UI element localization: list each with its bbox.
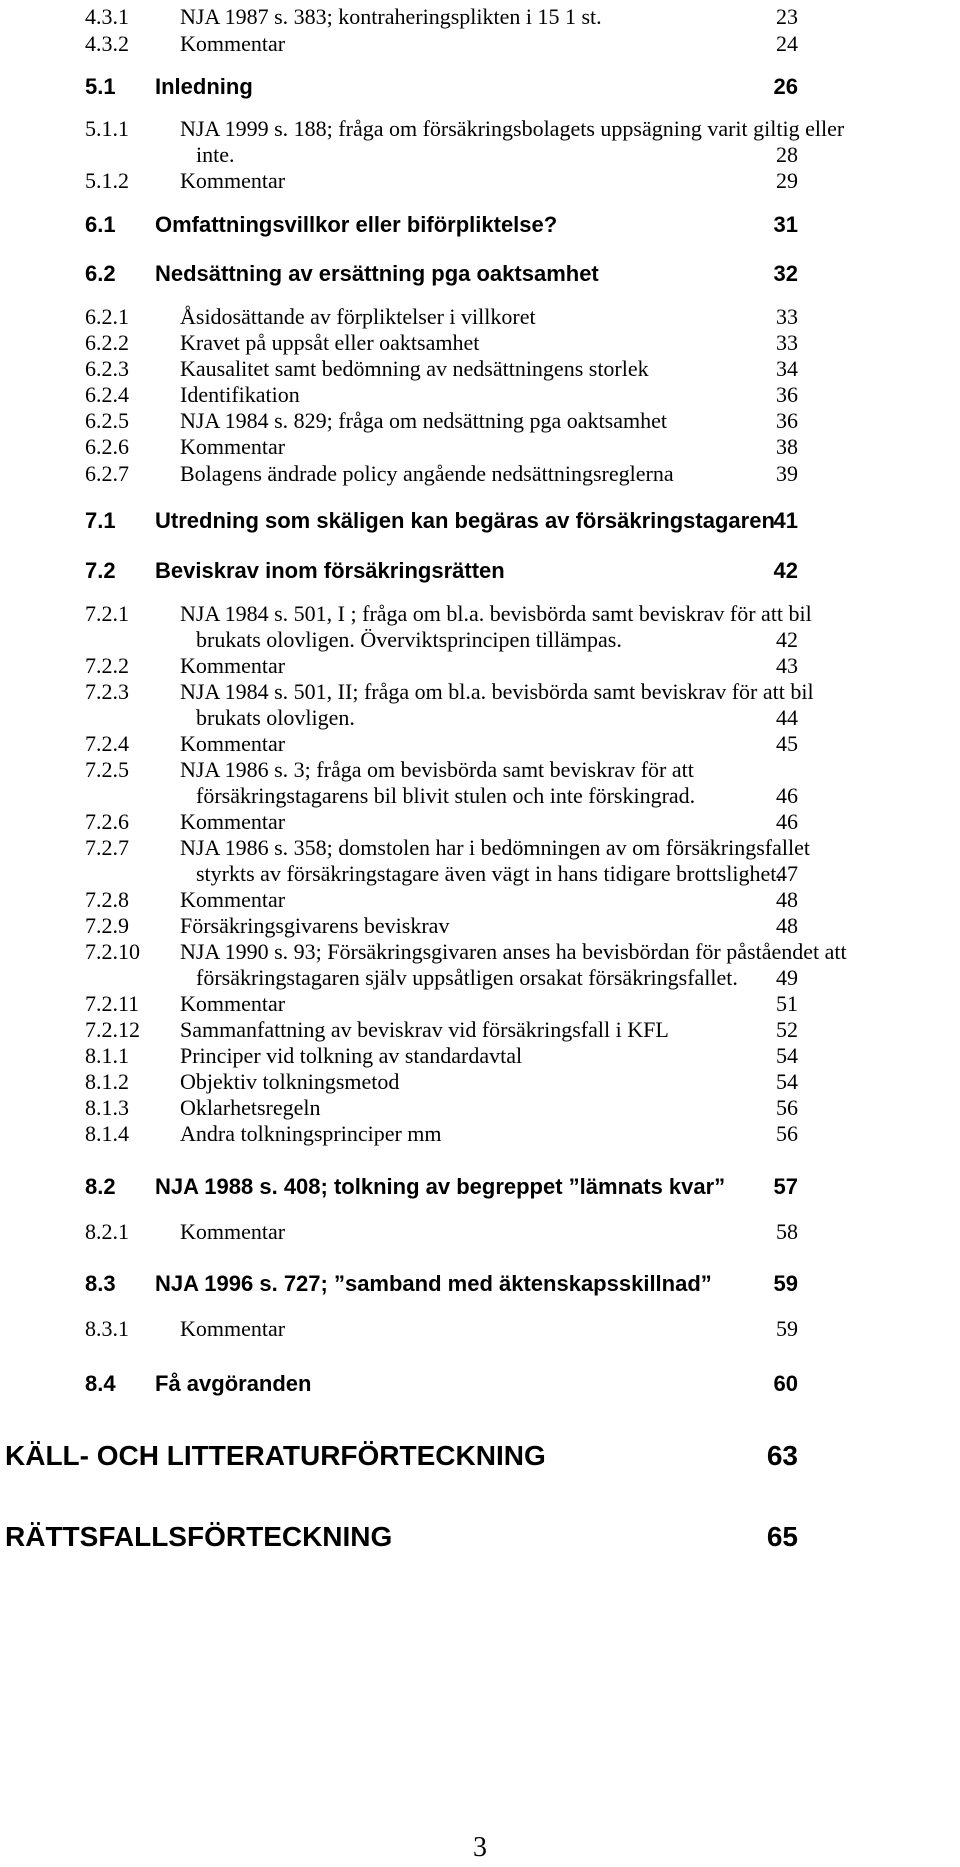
toc-entry-title: brukats olovligen.: [196, 705, 355, 730]
toc-entry-page: 46: [776, 809, 798, 834]
toc-entry-title: Identifikation: [180, 382, 300, 407]
toc-entry-page: 38: [776, 434, 798, 459]
toc-entry-number: 8.1.2: [85, 1069, 129, 1094]
toc-entry-page: 58: [776, 1219, 798, 1244]
toc-entry-page: 34: [776, 356, 798, 381]
toc-entry-number: 6.2.2: [85, 330, 129, 355]
toc-entry-title: inte.: [196, 142, 235, 167]
toc-entry-title: NJA 1986 s. 358; domstolen har i bedömningen av om försäkringsfallet: [180, 835, 810, 860]
toc-entry-page: 46: [776, 783, 798, 808]
toc-entry-number: 6.2.5: [85, 408, 129, 433]
toc-entry-page: 33: [776, 304, 798, 329]
toc-entry-title: Bolagens ändrade policy angående nedsättningsreglerna: [180, 461, 674, 486]
toc-entry-page: 41: [773, 508, 798, 533]
toc-entry-title: Få avgöranden: [155, 1371, 312, 1396]
toc-entry-title: Kommentar: [180, 809, 286, 834]
toc-entry-page: 60: [773, 1371, 798, 1396]
toc-entry-page: 65: [766, 1521, 798, 1552]
toc-entry-page: 33: [776, 330, 798, 355]
toc-entry-title: Andra tolkningsprinciper mm: [180, 1121, 442, 1146]
toc-entry-number: 4.3.1: [85, 4, 129, 29]
toc-entry-page: 57: [773, 1174, 798, 1199]
toc-entry-title: Kravet på uppsåt eller oaktsamhet: [180, 330, 480, 355]
page-number: 3: [473, 1832, 487, 1863]
toc-entry-page: 39: [776, 461, 798, 486]
toc-entry-title: NJA 1990 s. 93; Försäkringsgivaren anses ha bevisbördan för påståendet att: [180, 939, 847, 964]
toc-entry-page: 28: [776, 142, 798, 167]
toc-entry-title: Kommentar: [180, 1316, 286, 1341]
toc-entry-title: NJA 1988 s. 408; tolkning av begreppet ”lämnats kvar”: [155, 1174, 726, 1199]
toc-entry-page: 43: [776, 653, 798, 678]
toc-entry-title: brukats olovligen. Överviktsprincipen tillämpas.: [196, 627, 622, 652]
toc-entry-number: 7.2.11: [85, 991, 140, 1016]
toc-entry-number: 7.2.2: [85, 653, 129, 678]
toc-entry-number: 7.2.9: [85, 913, 129, 938]
toc-entry-page: 52: [776, 1017, 798, 1042]
toc-entry-number: 8.1.3: [85, 1095, 129, 1120]
toc-entry-page: 54: [776, 1043, 798, 1068]
toc-entry-number: 6.2.7: [85, 461, 129, 486]
toc-entry-title: Kausalitet samt bedömning av nedsättningens storlek: [180, 356, 649, 381]
toc-entry-title: Åsidosättande av förpliktelser i villkoret: [180, 304, 536, 329]
toc-entry-number: 6.2: [85, 261, 116, 286]
toc-entry-title: Kommentar: [180, 434, 286, 459]
toc-entry-title: styrkts av försäkringstagare även vägt in hans tidigare brottslighet.: [196, 861, 782, 886]
toc-entry-page: 42: [776, 627, 798, 652]
toc-entry-page: 31: [773, 212, 798, 237]
toc-entry-page: 54: [776, 1069, 798, 1094]
toc-entry-title: Principer vid tolkning av standardavtal: [180, 1043, 523, 1068]
toc-entry-page: 45: [776, 731, 798, 756]
toc-entry-title: Sammanfattning av beviskrav vid försäkringsfall i KFL: [180, 1017, 669, 1042]
toc-entry-number: 7.2.8: [85, 887, 129, 912]
toc-entry-title: Objektiv tolkningsmetod: [180, 1069, 400, 1094]
toc-entry-title: RÄTTSFALLSFÖRTECKNING: [5, 1521, 393, 1552]
toc-entry-page: 24: [776, 31, 798, 56]
toc-entry-title: Kommentar: [180, 653, 286, 678]
toc-entry-number: 6.2.4: [85, 382, 129, 407]
toc-entry-title: NJA 1999 s. 188; fråga om försäkringsbolagets uppsägning varit giltig eller: [180, 116, 845, 141]
toc-entry-number: 4.3.2: [85, 31, 129, 56]
toc-entry-number: 7.2.5: [85, 757, 129, 782]
toc-entry-title: Kommentar: [180, 168, 286, 193]
toc-entry-page: 48: [776, 913, 798, 938]
toc-entry-title: försäkringstagaren själv uppsåtligen orsakat försäkringsfallet.: [196, 965, 738, 990]
toc-entry-page: 59: [773, 1271, 798, 1296]
toc-entry-number: 8.4: [85, 1371, 116, 1396]
toc-entry-number: 8.2.1: [85, 1219, 129, 1244]
toc-entry-page: 42: [773, 558, 798, 583]
toc-entry-number: 7.2.12: [85, 1017, 140, 1042]
toc-entry-page: 56: [776, 1121, 798, 1146]
toc-entry-title: NJA 1986 s. 3; fråga om bevisbörda samt beviskrav för att: [180, 757, 694, 782]
toc-entry-title: KÄLL- OCH LITTERATURFÖRTECKNING: [5, 1440, 546, 1471]
toc-entry-number: 7.2.10: [85, 939, 140, 964]
toc-entry-number: 6.1: [85, 212, 116, 237]
toc-entry-title: NJA 1984 s. 501, I ; fråga om bl.a. bevisbörda samt beviskrav för att bil: [180, 601, 812, 626]
toc-entry-page: 49: [776, 965, 798, 990]
toc-entry-number: 7.2: [85, 558, 116, 583]
toc-entry-number: 8.2: [85, 1174, 116, 1199]
toc-entry-number: 5.1: [85, 74, 116, 99]
toc-entry-title: Omfattningsvillkor eller biförpliktelse?: [155, 212, 558, 237]
toc-entry-title: NJA 1984 s. 501, II; fråga om bl.a. bevisbörda samt beviskrav för att bil: [180, 679, 814, 704]
toc-entry-number: 6.2.1: [85, 304, 129, 329]
toc-entry-page: 36: [776, 382, 798, 407]
toc-entry-title: NJA 1987 s. 383; kontraheringsplikten i 15 1 st.: [180, 4, 602, 29]
toc-entry-title: Kommentar: [180, 991, 286, 1016]
toc-entry-title: NJA 1984 s. 829; fråga om nedsättning pga oaktsamhet: [180, 408, 667, 433]
toc-entry-page: 26: [773, 74, 798, 99]
toc-entry-title: Inledning: [155, 74, 253, 99]
toc-entry-page: 63: [766, 1440, 798, 1471]
toc-entry-title: NJA 1996 s. 727; ”samband med äktenskapsskillnad”: [155, 1271, 712, 1296]
toc-entry-title: Försäkringsgivarens beviskrav: [180, 913, 450, 938]
toc-entry-page: 36: [776, 408, 798, 433]
toc-entry-title: Utredning som skäligen kan begäras av försäkringstagaren: [155, 508, 775, 533]
toc-entry-page: 47: [776, 861, 798, 886]
toc-entry-number: 7.2.1: [85, 601, 129, 626]
toc-entry-page: 51: [776, 991, 798, 1016]
toc-entry-page: 44: [776, 705, 798, 730]
toc-entry-number: 8.1.4: [85, 1121, 129, 1146]
toc-entry-title: Kommentar: [180, 887, 286, 912]
toc-entry-number: 8.1.1: [85, 1043, 129, 1068]
toc-entry-page: 59: [776, 1316, 798, 1341]
toc-entry-number: 7.2.7: [85, 835, 129, 860]
toc-entry-title: Kommentar: [180, 31, 286, 56]
toc-entry-page: 48: [776, 887, 798, 912]
toc-entry-number: 8.3: [85, 1271, 116, 1296]
toc-entry-number: 7.2.3: [85, 679, 129, 704]
toc-entry-number: 5.1.1: [85, 116, 129, 141]
toc-entry-number: 6.2.3: [85, 356, 129, 381]
toc-entry-title: Kommentar: [180, 1219, 286, 1244]
toc-entry-title: Beviskrav inom försäkringsrätten: [155, 558, 505, 583]
toc-entry-number: 6.2.6: [85, 434, 129, 459]
toc-entry-title: Oklarhetsregeln: [180, 1095, 321, 1120]
toc-entry-page: 23: [776, 4, 798, 29]
toc-entry-title: Kommentar: [180, 731, 286, 756]
toc-entry-number: 7.2.6: [85, 809, 129, 834]
toc-entry-number: 8.3.1: [85, 1316, 129, 1341]
toc-entry-title: försäkringstagarens bil blivit stulen och inte förskingrad.: [196, 783, 696, 808]
toc-entry-page: 56: [776, 1095, 798, 1120]
toc-entry-number: 7.2.4: [85, 731, 129, 756]
toc-entry-page: 32: [773, 261, 798, 286]
toc-entry-number: 7.1: [85, 508, 116, 533]
toc-entry-number: 5.1.2: [85, 168, 129, 193]
toc-entry-page: 29: [776, 168, 798, 193]
toc-entry-title: Nedsättning av ersättning pga oaktsamhet: [155, 261, 599, 286]
